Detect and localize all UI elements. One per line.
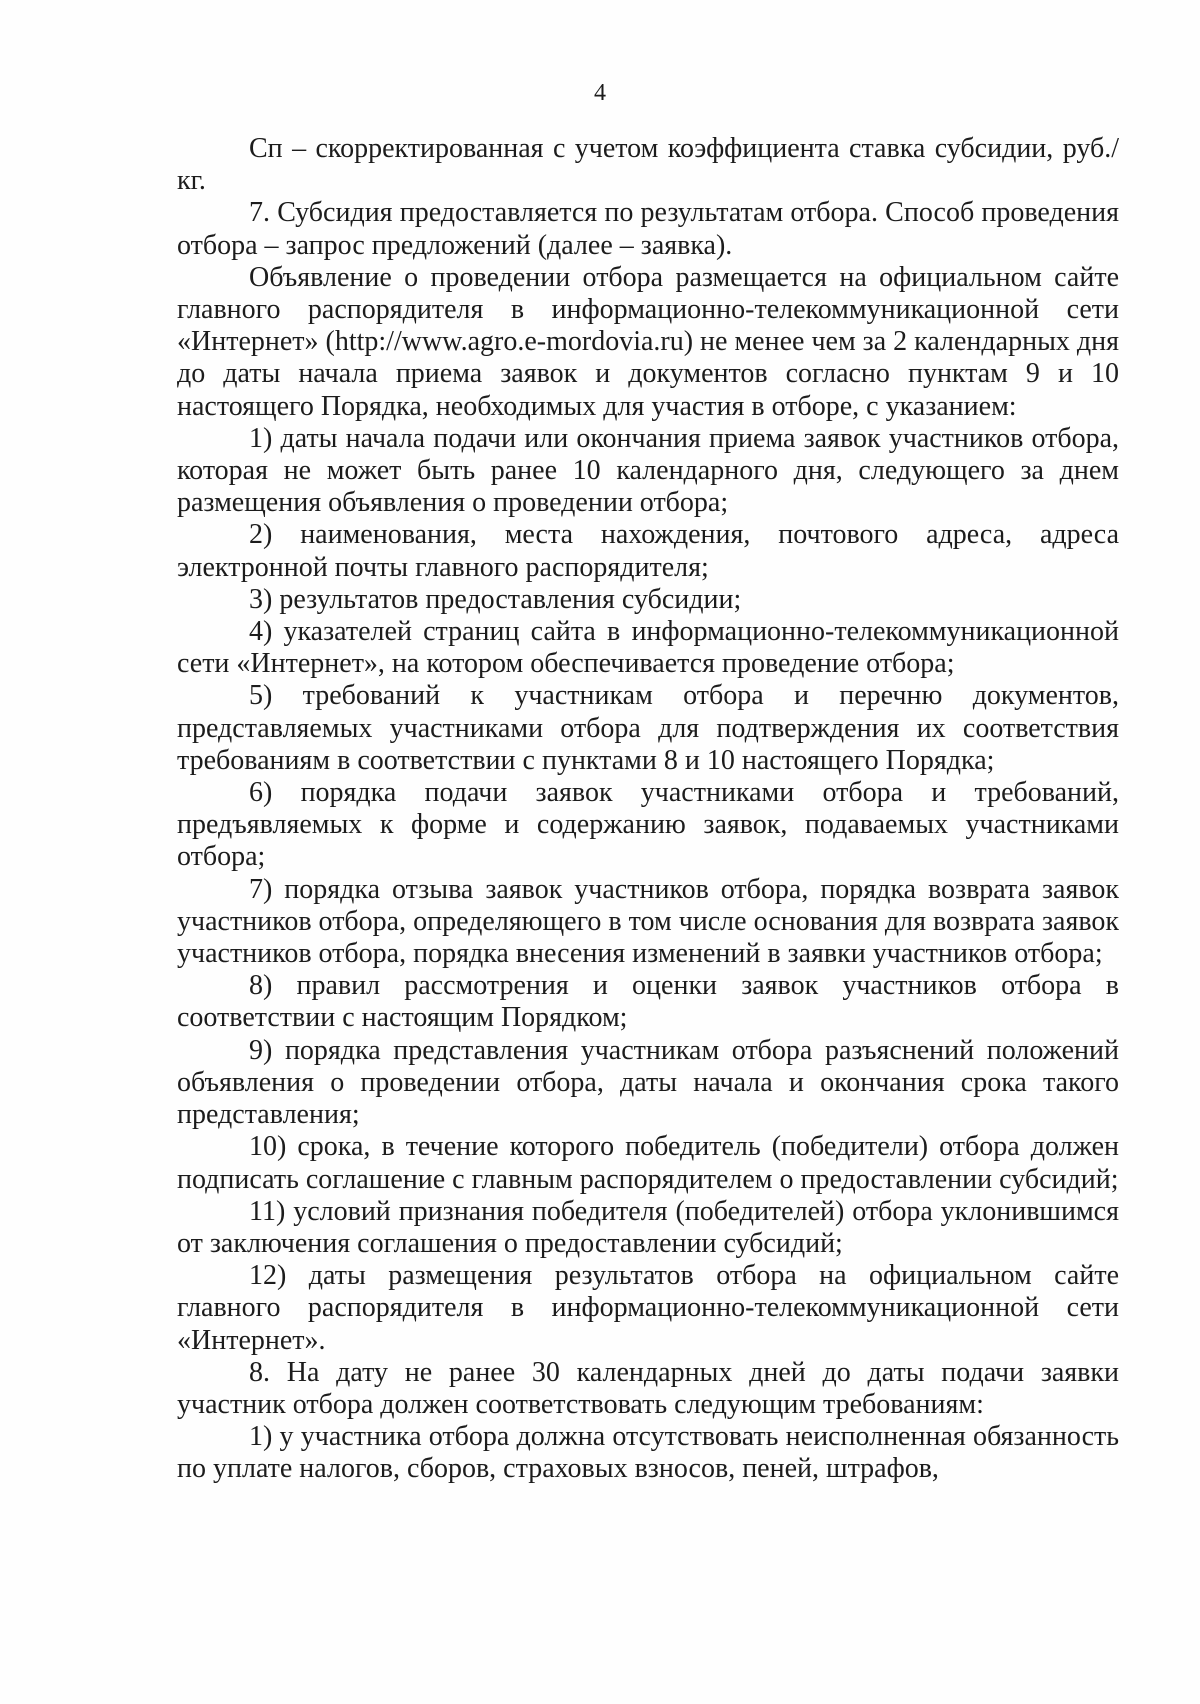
list-item-3: 3) результатов предоставления субсидии; (249, 583, 742, 615)
page-number: 4 (594, 80, 606, 106)
list-item-10: 10) срока, в течение которого победитель (победители) отбора должен подписать соглашение с главным распорядителем о предоставлении субсидий; (177, 1131, 1119, 1195)
paragraph-announcement: Объявление о проведении отбора размещается на официальном сайте главного распорядителя в информационно-телекоммуникационной сети «Интернет» (http://www.agro.e-mordovia.ru) не менее чем за 2 календарных дня до даты начала приема заявок и документов согласно пунктам 9 и 10 настоящего Порядка, необходимых для участия в отборе, с указанием: (177, 261, 1119, 422)
list-item-2: 2) наименования, места нахождения, почтового адреса, адреса электронной почты главного распорядителя; (177, 519, 1119, 583)
requirement-item-1: 1) у участника отбора должна отсутствовать неисполненная обязанность по уплате налогов, сборов, страховых взносов, пеней, штрафов, (177, 1421, 1119, 1485)
list-item-8: 8) правил рассмотрения и оценки заявок участников отбора в соответствии с настоящим Порядком; (177, 970, 1119, 1034)
list-item-5: 5) требований к участникам отбора и перечню документов, представляемых участниками отбора для подтверждения их соответствия требованиям в соответствии с пунктами 8 и 10 настоящего Порядка; (177, 680, 1119, 776)
document-body (177, 133, 1119, 1486)
list-item-12: 12) даты размещения результатов отбора на официальном сайте главного распорядителя в информационно-телекоммуникационной сети «Интернет». (177, 1260, 1119, 1356)
list-item-4: 4) указателей страниц сайта в информационно-телекоммуникационной сети «Интернет», на котором обеспечивается проведение отбора; (177, 616, 1119, 680)
paragraph-item-8: 8. На дату не ранее 30 календарных дней до даты подачи заявки участник отбора должен соответствовать следующим требованиям: (177, 1356, 1119, 1420)
list-item-1: 1) даты начала подачи или окончания приема заявок участников отбора, которая не может быть ранее 10 календарного дня, следующего за днем размещения объявления о проведении отбора; (177, 422, 1119, 519)
list-item-7: 7) порядка отзыва заявок участников отбора, порядка возврата заявок участников отбора, определяющего в том числе основания для возврата заявок участников отбора, порядка внесения изменений в заявки участников отбора; (177, 873, 1119, 970)
list-item-11: 11) условий признания победителя (победителей) отбора уклонившимся от заключения соглашения о предоставлении субсидий; (177, 1195, 1119, 1259)
list-item-9: 9) порядка представления участникам отбора разъяснений положений объявления о проведении отбора, даты начала и окончания срока такого представления; (177, 1034, 1119, 1131)
paragraph-cp-definition: Cп – скорректированная с учетом коэффициента ставка субсидии, руб./кг. (177, 133, 1119, 197)
paragraph-item-7: 7. Субсидия предоставляется по результатам отбора. Способ проведения отбора – запрос предложений (далее – заявка). (177, 197, 1119, 261)
list-item-6: 6) порядка подачи заявок участниками отбора и требований, предъявляемых к форме и содержанию заявок, подаваемых участниками отбора; (177, 777, 1119, 873)
